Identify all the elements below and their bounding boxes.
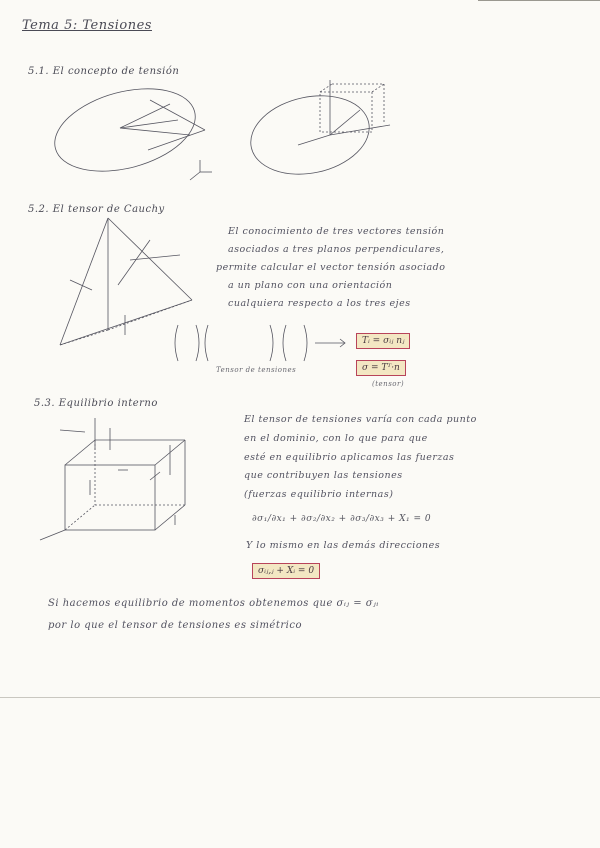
- boxed-equilibrium-equation: σᵢⱼ,ⱼ + Xᵢ = 0: [252, 563, 320, 579]
- equation-note: Y lo mismo en las demás direcciones: [246, 540, 441, 551]
- cauchy-text-line-4: a un plano con una orientación: [228, 280, 393, 291]
- boxed-formula-cauchy-2: σ = Tᵀ·n: [356, 360, 406, 376]
- cauchy-text-line-3: permite calcular el vector tensión asociado: [216, 262, 446, 273]
- equilibrio-text-line-2: en el dominio, con lo que para que: [244, 433, 428, 444]
- equilibrium-equation: ∂σ₁/∂x₁ + ∂σ₂/∂x₂ + ∂σ₃/∂x₃ + X₁ = 0: [252, 514, 432, 524]
- figure-stress-concept-cube: [243, 80, 390, 185]
- figure-cauchy-tetrahedron: [60, 218, 192, 345]
- figure-equilibrium-cube: [40, 418, 185, 540]
- page-title: Tema 5: Tensiones: [22, 18, 152, 33]
- boxed-formula-cauchy: Tᵢ = σᵢⱼ nⱼ: [356, 333, 410, 349]
- cauchy-text-line-2: asociados a tres planos perpendiculares,: [228, 244, 445, 255]
- conclusion-line-2: por lo que el tensor de tensiones es simétrico: [48, 620, 302, 631]
- cauchy-text-line-5: cualquiera respecto a los tres ejes: [228, 298, 411, 309]
- equilibrio-text-line-1: El tensor de tensiones varía con cada punto: [244, 414, 477, 425]
- section-heading-1: 5.1. El concepto de tensión: [28, 66, 180, 77]
- equilibrio-text-line-3: esté en equilibrio aplicamos las fuerzas: [244, 452, 455, 463]
- figure-cauchy-matrix: [175, 325, 345, 361]
- cauchy-text-line-1: El conocimiento de tres vectores tensión: [228, 226, 445, 237]
- figure-stress-concept-body: [46, 75, 212, 186]
- matrix-caption: Tensor de tensiones: [216, 366, 297, 374]
- equilibrio-text-line-5: (fuerzas equilibrio internas): [244, 489, 394, 500]
- equilibrio-text-line-4: que contribuyen las tensiones: [244, 470, 403, 481]
- section-heading-3: 5.3. Equilibrio interno: [34, 398, 158, 409]
- section-heading-2: 5.2. El tensor de Cauchy: [28, 204, 165, 215]
- conclusion-line-1: Si hacemos equilibrio de momentos obtenemos que σᵢⱼ = σⱼᵢ: [48, 598, 379, 609]
- boxed-formula-caption: (tensor): [372, 380, 405, 388]
